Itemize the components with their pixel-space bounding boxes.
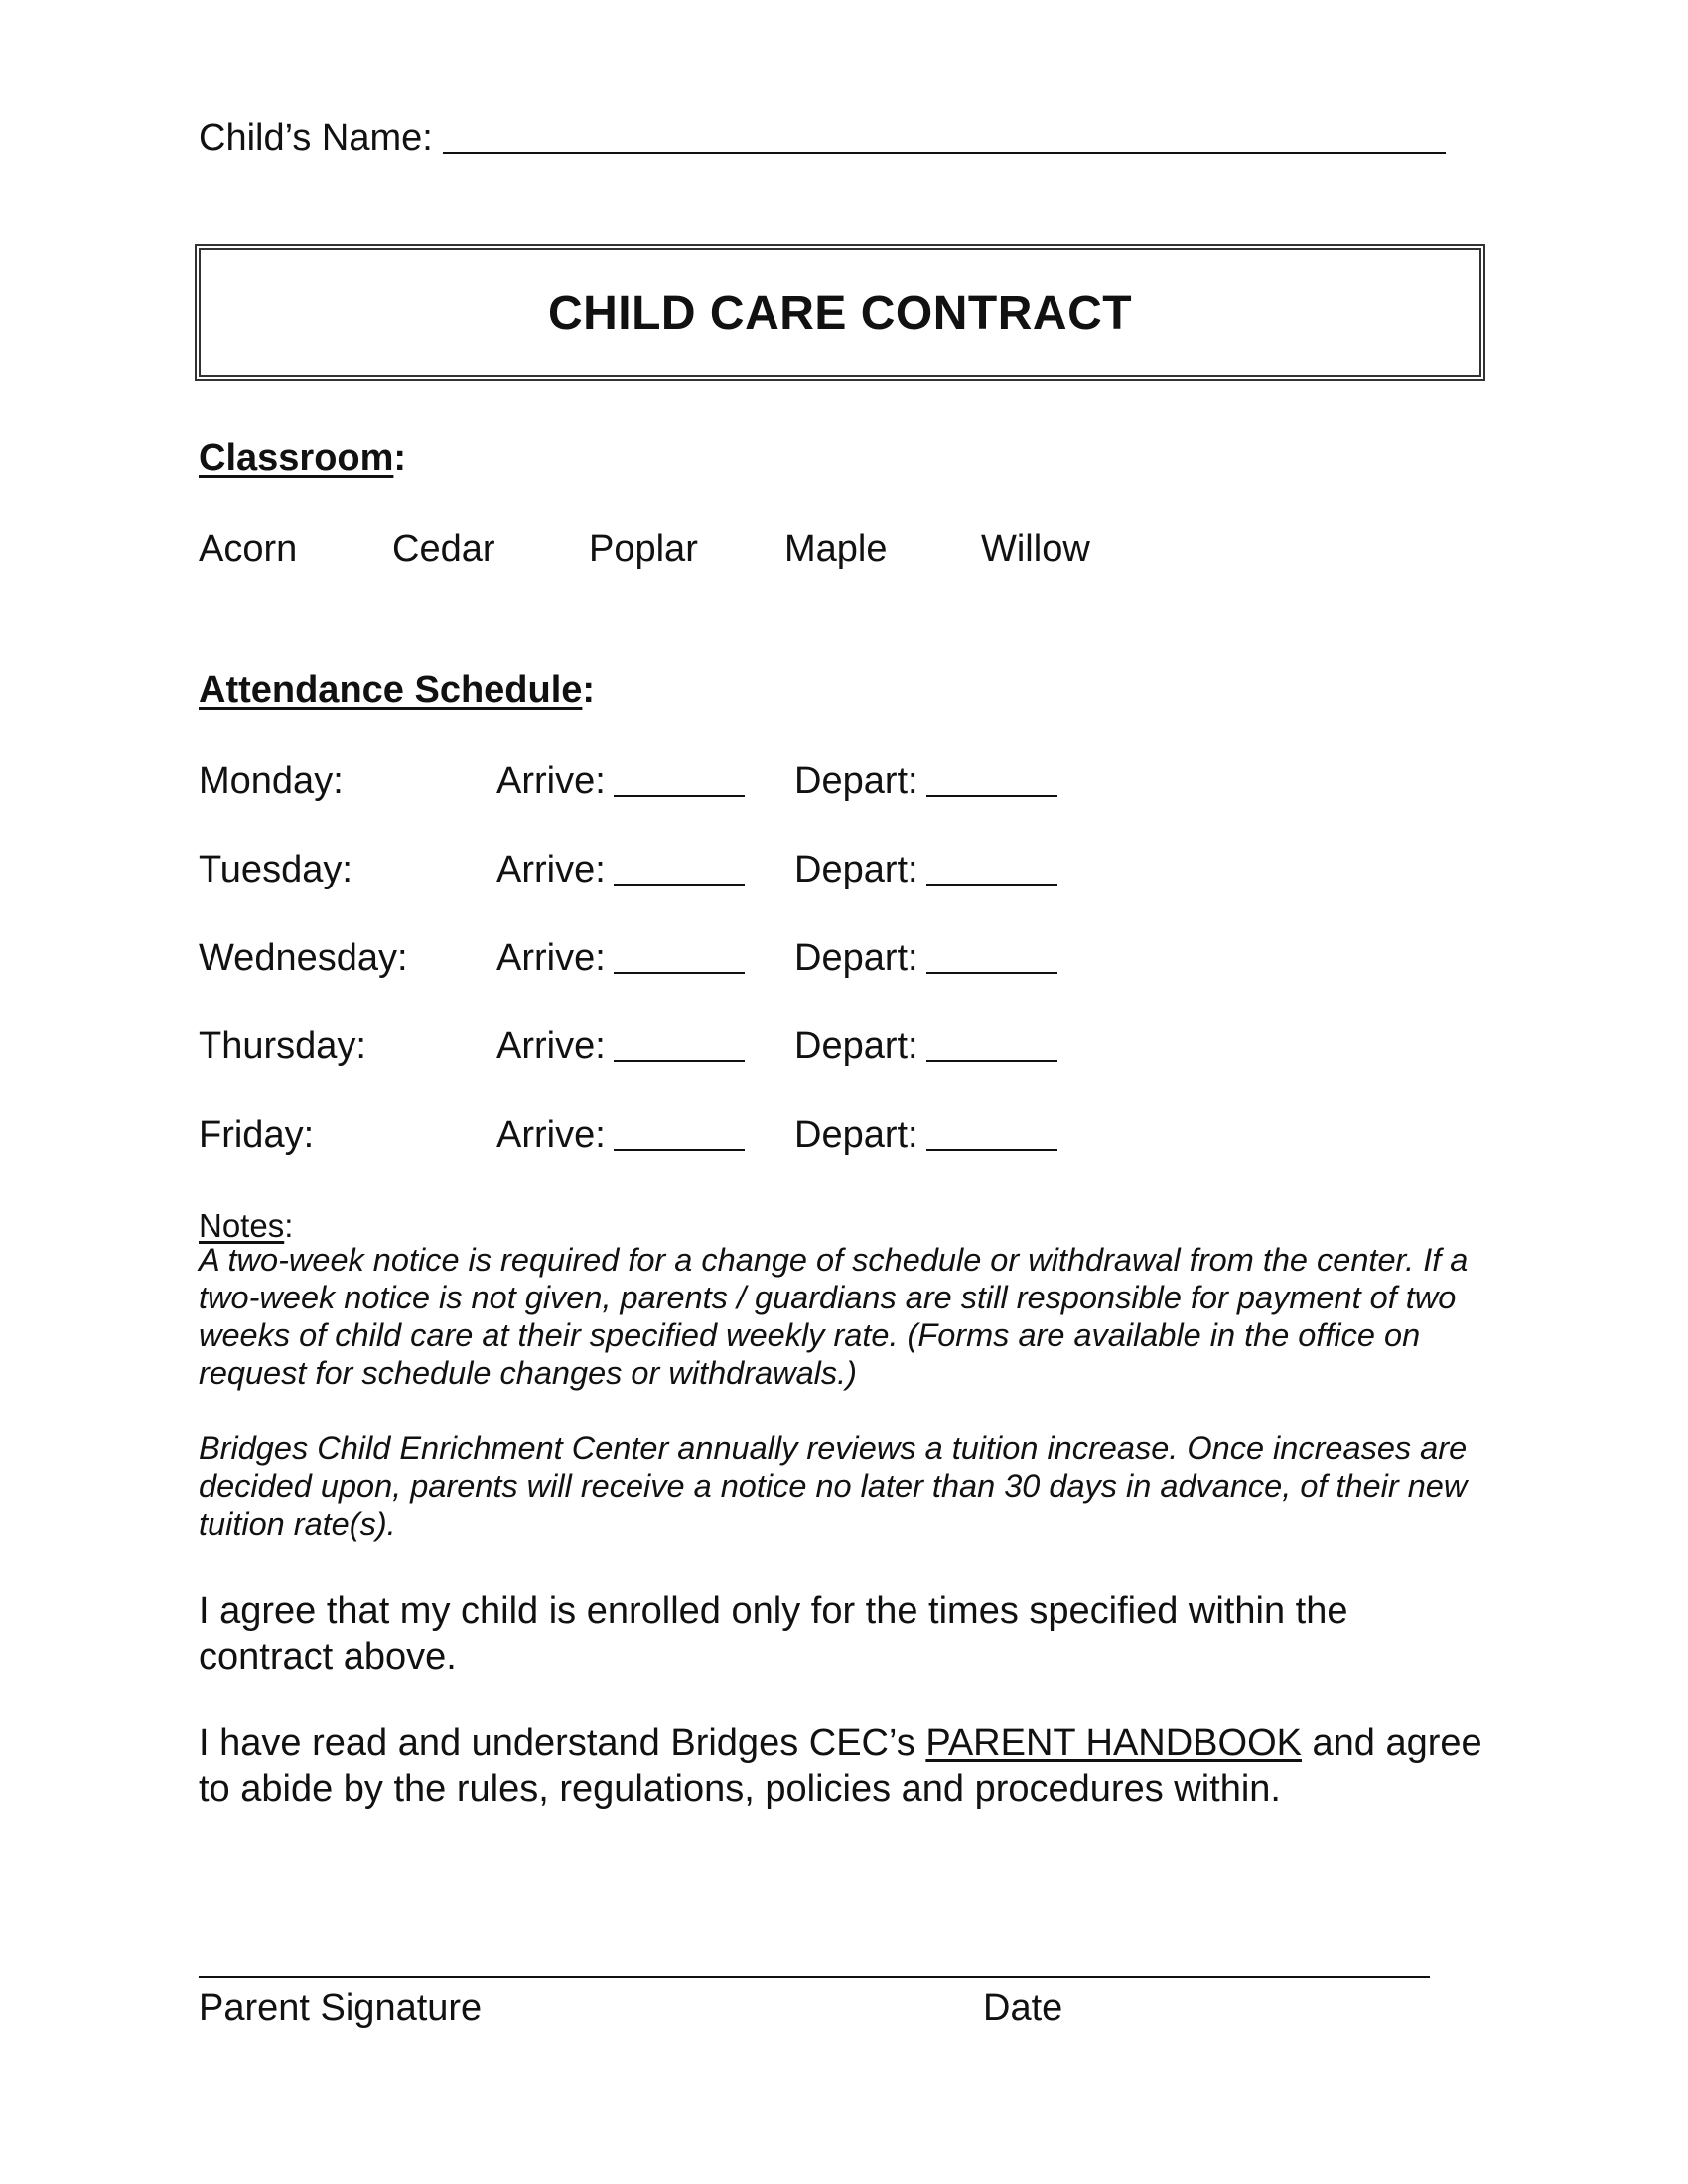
arrive-field	[496, 1114, 745, 1157]
depart-field	[794, 760, 1057, 803]
depart-field	[794, 849, 1057, 891]
depart-label: Depart:	[794, 760, 918, 802]
child-name-blank-line	[443, 152, 1446, 154]
depart-label: Depart:	[794, 937, 918, 979]
schedule-row-tuesday	[199, 849, 1192, 898]
arrive-label: Arrive:	[496, 937, 606, 979]
notes-label-text: Notes	[199, 1207, 285, 1244]
arrive-label: Arrive:	[496, 760, 606, 802]
classroom-heading	[199, 437, 406, 479]
notes-paragraph-tuition: Bridges Child Enrichment Center annually reviews a tuition increase. Once increases are decided upon, parents will receive a notice no later than 30 days in advance, of their new tuition rate(s).	[199, 1431, 1468, 1542]
depart-field	[794, 1025, 1057, 1068]
classroom-option-acorn: Acorn	[199, 528, 298, 570]
day-label: Friday:	[199, 1114, 315, 1156]
arrive-blank-line	[614, 884, 745, 886]
arrive-label: Arrive:	[496, 1114, 606, 1156]
notes-label-colon: :	[284, 1207, 294, 1244]
child-name-label: Child’s Name:	[199, 117, 433, 159]
depart-blank-line	[926, 1060, 1057, 1062]
schedule-row-wednesday	[199, 937, 1192, 987]
agreement-statement-enrollment: I agree that my child is enrolled only for the times specified within the contract above.	[199, 1590, 1348, 1678]
arrive-field	[496, 849, 745, 891]
arrive-field	[496, 1025, 745, 1068]
arrive-field	[496, 760, 745, 803]
page-title: CHILD CARE CONTRACT	[547, 286, 1133, 340]
depart-blank-line	[926, 795, 1057, 797]
arrive-blank-line	[614, 795, 745, 797]
depart-blank-line	[926, 884, 1057, 886]
parent-handbook-reference: PARENT HANDBOOK	[925, 1722, 1302, 1764]
day-label: Wednesday:	[199, 937, 408, 979]
classroom-heading-text: Classroom	[199, 437, 394, 478]
depart-blank-line	[926, 1149, 1057, 1151]
day-label: Monday:	[199, 760, 344, 802]
depart-blank-line	[926, 972, 1057, 974]
depart-field	[794, 1114, 1057, 1157]
classroom-option-cedar: Cedar	[392, 528, 495, 570]
arrive-blank-line	[614, 972, 745, 974]
day-label: Tuesday:	[199, 849, 352, 890]
depart-label: Depart:	[794, 1025, 918, 1067]
arrive-label: Arrive:	[496, 1025, 606, 1067]
notes-paragraph-notice: A two-week notice is required for a change of schedule or withdrawal from the center. If a two-week notice is not given, parents / guardians are still responsible for payment of two weeks of child care at their specified weekly rate. (Forms are available in the office on request for schedule changes or withdrawals.)	[199, 1242, 1469, 1391]
date-label: Date	[983, 1987, 1063, 2029]
arrive-blank-line	[614, 1060, 745, 1062]
classroom-option-willow: Willow	[981, 528, 1090, 570]
agreement-statement-handbook	[199, 1720, 1489, 1812]
attendance-heading-colon: :	[582, 669, 596, 711]
parent-signature-label: Parent Signature	[199, 1987, 483, 2029]
attendance-heading	[199, 669, 595, 712]
handbook-statement-text-end: and agree to abide by the rules, regulations, policies and procedures within.	[199, 1722, 1482, 1810]
day-label: Thursday:	[199, 1025, 366, 1067]
child-name-field	[199, 117, 1446, 160]
classroom-option-poplar: Poplar	[589, 528, 698, 570]
classroom-option-maple: Maple	[784, 528, 888, 570]
schedule-row-thursday	[199, 1025, 1192, 1075]
depart-label: Depart:	[794, 1114, 918, 1156]
arrive-field	[496, 937, 745, 980]
attendance-heading-text: Attendance Schedule	[199, 669, 583, 711]
depart-field	[794, 937, 1057, 980]
title-box	[195, 244, 1485, 381]
classroom-heading-colon: :	[393, 437, 407, 478]
notes-label	[199, 1207, 293, 1245]
signature-line	[199, 1976, 1430, 1978]
arrive-label: Arrive:	[496, 849, 606, 890]
handbook-statement-text: I have read and understand Bridges CEC’s	[199, 1722, 926, 1764]
schedule-row-friday	[199, 1114, 1192, 1163]
schedule-row-monday	[199, 760, 1192, 810]
depart-label: Depart:	[794, 849, 918, 890]
arrive-blank-line	[614, 1149, 745, 1151]
